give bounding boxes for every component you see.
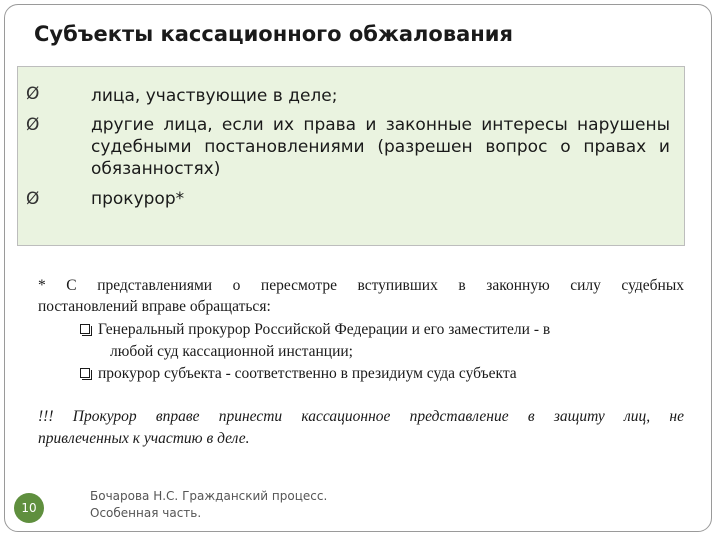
note-line2: привлеченных к участию в деле. <box>38 430 250 447</box>
subject-item-other-persons-line3: обязанностях) <box>91 159 221 179</box>
arrow-bullet-icon: Ø <box>26 115 40 135</box>
footnote-subitem-general-prosecutor <box>80 319 684 340</box>
subitem-text: прокурор субъекта - соответственно в президиум суда субъекта <box>98 365 517 382</box>
subject-item-prosecutor: прокурор* <box>91 189 185 209</box>
subject-item-other-persons-line2: судебными постановлениями (разрешен вопрос о правах и <box>91 137 670 157</box>
subject-item-other-persons-line1: другие лица, если их права и законные интересы нарушены <box>91 115 670 135</box>
subject-item-parties: лица, участвующие в деле; <box>91 86 338 106</box>
subitem-text: Генеральный прокурор Российской Федерации и его заместители - в <box>98 321 551 338</box>
note-line1: !!! Прокурор вправе принести кассационное представление в защиту лиц, не <box>38 408 684 425</box>
footer-author-line1: Бочарова Н.С. Гражданский процесс. <box>90 489 328 503</box>
footer-author <box>90 488 327 522</box>
footnote-line1: * С представлениями о пересмотре вступивших в законную силу судебных <box>38 277 684 294</box>
checkbox-bullet-icon <box>80 324 90 334</box>
footnote-subitem-regional-prosecutor <box>80 363 684 384</box>
page-number: 10 <box>14 493 44 523</box>
footer-author-line2: Особенная часть. <box>90 506 202 520</box>
footnote-subitem-general-prosecutor-cont: любой суд кассационной инстанции; <box>110 343 353 360</box>
arrow-bullet-icon: Ø <box>26 84 40 104</box>
slide-title: Субъекты кассационного обжалования <box>34 22 514 46</box>
footnote-line2: постановлений вправе обращаться: <box>38 298 271 315</box>
arrow-bullet-icon: Ø <box>26 189 40 209</box>
checkbox-bullet-icon <box>80 368 90 378</box>
